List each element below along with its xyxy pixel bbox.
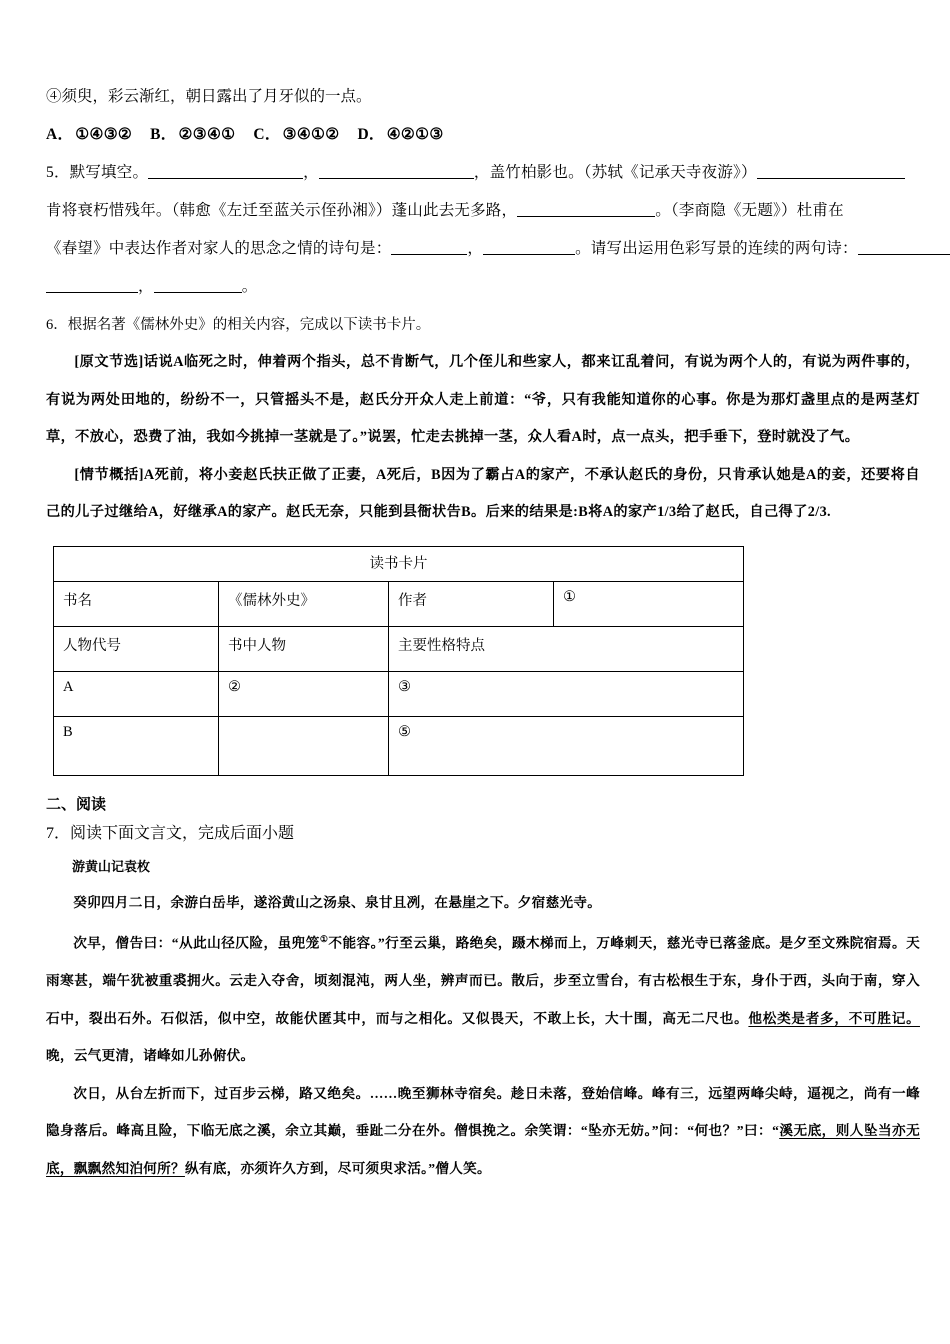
option-b[interactable] <box>150 126 235 143</box>
q6-excerpt-paragraph <box>46 344 920 457</box>
q5-blank-7[interactable] <box>858 254 950 255</box>
q7-stem: 阅读下面文言文，完成后面小题 <box>70 824 295 842</box>
q5-stem: 默写填空。 <box>69 164 149 181</box>
option-b-value: ②③④① <box>178 126 236 143</box>
cell-author-answer[interactable]: ① <box>554 581 744 626</box>
q5-blank-5[interactable] <box>391 254 467 255</box>
para3-part-b: 纵有底，亦须许久方到，尽可须臾求活。”僧人笑。 <box>184 1160 491 1176</box>
table-row <box>54 626 744 671</box>
table-row <box>54 581 744 626</box>
cell-traits-label: 主要性格特点 <box>389 626 744 671</box>
para2-part-a: 次早，僧告曰：“从此山径仄险，虽兜笼 <box>73 935 320 951</box>
option-c-value: ③④①② <box>282 126 340 143</box>
q5-seg5: 《春望》中表达作者对家人的思念之情的诗句是： <box>46 240 392 257</box>
option-a-value: ①④③② <box>75 126 133 143</box>
option-a[interactable] <box>46 126 132 143</box>
classical-text-title: 游黄山记袁枚 <box>72 858 151 874</box>
q6-excerpt-label: [原文节选] <box>74 354 144 370</box>
q6-stem: 根据名著《儒林外史》的相关内容，完成以下读书卡片。 <box>67 317 431 333</box>
cell-character-label: 书中人物 <box>219 626 389 671</box>
option-d-value: ④②①③ <box>386 126 444 143</box>
cell-row-b-traits[interactable]: ⑤ <box>389 716 744 775</box>
q5-blank-1[interactable] <box>148 178 303 179</box>
option-c-label: C． <box>253 126 281 143</box>
cell-row-b-code: B <box>54 716 219 775</box>
para2-part-b: 不能容。”行至云巢，路绝矣，蹑木梯而上，万峰刺天，慈光寺已落釜底。是夕至文殊院宿焉。天雨寒甚，端午犹被重裘拥火。云走入夺舍，顷刻混沌，两人坐，辨声而已。散后，步至立雪台，有古松根生于东，身仆于西，头向于南，穿入石中，裂出石外。石似活，似中空，故能伏匿其中，而与之相化。又似畏天，不敢上长，大十围，高无二尺也。 <box>46 935 920 1026</box>
q5-blank-4[interactable] <box>517 216 655 217</box>
cell-row-a-code: A <box>54 671 219 716</box>
cell-character-code-label: 人物代号 <box>54 626 219 671</box>
q6-excerpt-text: 话说A临死之时，伸着两个指头，总不肯断气，几个侄儿和些家人，都来讧乱着问，有说为两个人的，有说为两件事的，有说为两处田地的，纷纷不一，只管摇头不是，赵氏分开众人走上前道：“爷，只有我能知道你的心事。你是为那灯盏里点的是两茎灯草，不放心，恐费了油，我如今挑掉一茎就是了。”说罢，忙走去挑掉一茎，众人看A时，点一点头，把手垂下，登时就没了气。 <box>46 354 920 445</box>
q6-summary-paragraph <box>46 457 920 532</box>
q5-seg6: ， <box>467 240 484 257</box>
q5-seg3: 肯将衰朽惜残年。（韩愈《左迁至蓝关示侄孙湘》）蓬山此去无多路， <box>46 202 518 219</box>
footnote-marker-1: ① <box>319 934 329 944</box>
option-d-label: D． <box>357 126 385 143</box>
option-c[interactable] <box>253 126 339 143</box>
question-5-line-4 <box>46 268 920 306</box>
option-d[interactable] <box>357 126 443 143</box>
q5-number: 5． <box>46 164 70 181</box>
cell-row-a-traits[interactable]: ③ <box>389 671 744 716</box>
question-5-line-1 <box>46 154 920 192</box>
cell-book-name: 《儒林外史》 <box>219 581 389 626</box>
q5-seg8: ， <box>138 278 154 295</box>
q6-summary-text: A死前，将小妾赵氏扶正做了正妻，A死后，B因为了霸占A的家产，不承认赵氏的身份，只肯承认她是A的妾，还要将自己的儿子过继给A，好继承A的家产。赵氏无奈，只能到县衙状告B。后来的结果是:B将A的家产1/3给了赵氏，自己得了2/3. <box>46 466 920 520</box>
q5-seg2: ，盖竹柏影也。（苏轼《记承天寺夜游》） <box>473 164 757 181</box>
q5-blank-2[interactable] <box>319 178 474 179</box>
section-2-heading: 二、阅读 <box>46 796 107 813</box>
question-5-line-2 <box>46 192 920 230</box>
item-4-line: ④须臾，彩云渐红，朝日露出了月牙似的一点。 <box>46 88 372 105</box>
table-row <box>54 546 744 581</box>
q5-seg1: ， <box>303 164 319 181</box>
option-b-label: B． <box>150 126 177 143</box>
cell-row-a-character[interactable]: ② <box>219 671 389 716</box>
classical-paragraph-3 <box>46 1075 920 1188</box>
option-a-label: A． <box>46 126 74 143</box>
reading-card-title: 读书卡片 <box>54 546 744 581</box>
cell-book-label: 书名 <box>54 581 219 626</box>
q7-number: 7． <box>46 824 71 842</box>
table-row <box>54 716 744 775</box>
q5-blank-6[interactable] <box>483 254 575 255</box>
para2-underlined-sentence: 他松类是者多，不可胜记。 <box>748 1010 920 1026</box>
q5-blank-9[interactable] <box>154 292 242 293</box>
cell-author-label: 作者 <box>389 581 554 626</box>
q5-blank-3[interactable] <box>757 178 905 179</box>
table-row <box>54 671 744 716</box>
question-6-stem-line <box>46 306 920 344</box>
para3-part-a: 次日，从台左折而下，过百步云梯，路又绝矣。……晚至狮林寺宿矣。趁日未落，登始信峰。峰有三，远望两峰尖峙，逼视之，尚有一峰隐身落后。峰高且险，下临无底之溪，余立其巅，垂趾二分在外。僧惧挽之。余笑谓：“坠亦无妨。”问：“何也？”曰：“ <box>46 1085 920 1139</box>
para2-part-c: 晚，云气更清，诸峰如儿孙俯伏。 <box>46 1048 255 1064</box>
q5-seg9: 。 <box>241 278 258 295</box>
cell-row-b-character[interactable] <box>219 716 389 775</box>
q5-blank-8[interactable] <box>46 292 138 293</box>
q5-seg4: 。（李商隐《无题》）杜甫在 <box>655 202 844 219</box>
question-7-stem-line <box>46 818 920 850</box>
reading-card-table <box>53 546 744 776</box>
question-5-line-3 <box>46 230 920 268</box>
classical-paragraph-1: 癸卯四月二日，余游白岳毕，遂浴黄山之汤泉、泉甘且冽，在悬崖之下。夕宿慈光寺。 <box>73 894 602 910</box>
answer-options-row <box>46 116 920 154</box>
q6-number: 6． <box>46 317 68 333</box>
q5-seg7: 。请写出运用色彩写景的连续的两句诗： <box>575 240 858 257</box>
classical-paragraph-2 <box>46 921 920 1075</box>
q6-summary-label: [情节概括] <box>74 466 144 483</box>
para3-underlined-sentence: 溪无底，则人坠当亦无底，飘飘然知泊何所？ <box>46 1123 920 1176</box>
